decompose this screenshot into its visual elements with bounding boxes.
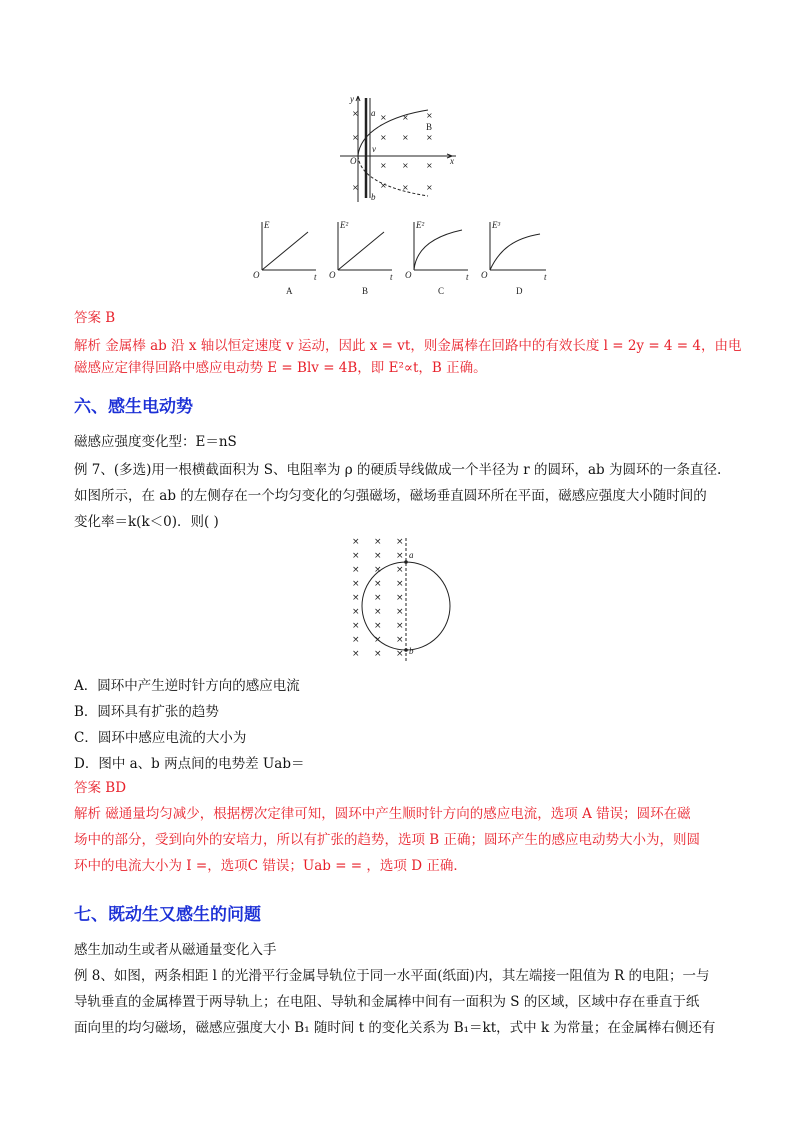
graph-a-caption: A (286, 286, 293, 296)
section7-title: 七、既动生又感生的问题 (74, 905, 261, 925)
example7-line1: 例 7、(多选)用一根横截面积为 S、电阻率为 ρ 的硬质导线做成一个半径为 r 的圆环，ab 为圆环的一条直径. (74, 462, 722, 478)
axis-x-label: x (450, 156, 454, 166)
graph-options (250, 218, 570, 298)
field-cross: × (374, 649, 382, 659)
ex7-analysis-line1: 解析 磁通量均匀减少，根据楞次定律可知，圆环中产生顺时针方向的感应电流，选项 A 错误；圆环在磁 (74, 806, 691, 822)
circle-field-figure (346, 532, 452, 664)
field-cross: × (396, 621, 404, 631)
graph-c-ylabel: E² (416, 220, 425, 230)
field-crosses (352, 109, 433, 192)
field-cross: × (374, 551, 382, 561)
field-cross: × (396, 565, 404, 575)
field-cross: × (352, 579, 360, 589)
option-d: D．图中 a、b 两点间的电势差 Uab＝ (74, 756, 305, 772)
svg-text:×: × (352, 133, 359, 142)
option-c: C．圆环中感应电流的大小为 (74, 730, 247, 746)
graph-a-origin: O (253, 270, 260, 280)
field-cross: × (374, 537, 382, 547)
svg-text:×: × (380, 161, 387, 170)
field-cross: × (396, 607, 404, 617)
field-cross: × (352, 607, 360, 617)
graphs-svg (250, 218, 570, 298)
svg-text:×: × (426, 111, 433, 120)
field-cross: × (396, 551, 404, 561)
field-cross: × (374, 635, 382, 645)
origin-label: O (350, 156, 357, 166)
field-cross: × (352, 537, 360, 547)
rod-label-b: b (371, 192, 376, 202)
ex7-analysis-line3: 环中的电流大小为 I =，选项C 错误；Uab = = ，选项 D 正确． (74, 858, 467, 874)
option-b: B．圆环具有扩张的趋势 (74, 704, 219, 720)
svg-text:×: × (426, 161, 433, 170)
svg-text:×: × (352, 109, 359, 118)
velocity-label: v (372, 144, 376, 154)
axis-y-label: y (350, 94, 354, 104)
svg-text:×: × (352, 183, 359, 192)
field-label-B: B (426, 122, 433, 132)
graph-d-caption: D (516, 286, 523, 296)
rod-label-a: a (371, 108, 376, 118)
field-cross: × (352, 649, 360, 659)
q6-analysis-line2: 磁感应定律得回路中感应电动势 E = Blv = 4B，即 E²∝t，B 正确。 (74, 360, 487, 376)
graph-c-caption: C (438, 286, 445, 296)
field-cross: × (374, 593, 382, 603)
example8-line3: 面向里的均匀磁场，磁感应强度大小 B₁ 随时间 t 的变化关系为 B₁＝kt，式中 k 为常量；在金属棒右侧还有 (74, 1020, 716, 1036)
example7-line2: 如图所示，在 ab 的左侧存在一个均匀变化的匀强磁场，磁场垂直圆环所在平面，磁感应强度大小随时间的 (74, 488, 707, 504)
svg-text:×: × (402, 133, 409, 142)
graph-d-ylabel: E³ (492, 220, 501, 230)
svg-text:×: × (380, 181, 387, 190)
svg-text:×: × (380, 133, 387, 142)
graph-c-origin: O (405, 270, 412, 280)
field-cross: × (396, 635, 404, 645)
section6-subtitle: 磁感应强度变化型：E＝nS (74, 434, 237, 450)
field-cross: × (396, 579, 404, 589)
field-cross: × (352, 551, 360, 561)
field-cross: × (374, 621, 382, 631)
circle-label-a: a (409, 550, 414, 560)
field-cross: × (352, 565, 360, 575)
circle-field-crosses (352, 537, 404, 659)
field-cross: × (374, 607, 382, 617)
field-cross: × (374, 579, 382, 589)
graph-a-xlabel: t (314, 272, 317, 282)
graph-b-caption: B (362, 286, 369, 296)
svg-text:×: × (402, 113, 409, 122)
svg-text:×: × (380, 113, 387, 122)
circle-label-b: b (409, 646, 414, 656)
graph-b-xlabel: t (390, 272, 393, 282)
field-cross: × (396, 537, 404, 547)
example8-line2: 导轨垂直的金属棒置于两导轨上；在电阻、导轨和金属棒中间有一面积为 S 的区域，区域中存在垂直于纸 (74, 994, 700, 1010)
graph-b-ylabel: E² (340, 220, 349, 230)
graph-d-origin: O (481, 270, 488, 280)
svg-text:×: × (402, 161, 409, 170)
option-a: A．圆环中产生逆时针方向的感应电流 (74, 678, 300, 694)
graph-a-ylabel: E (264, 220, 270, 230)
section7-subtitle: 感生加动生或者从磁通量变化入手 (74, 942, 277, 958)
ex7-analysis-line2: 场中的部分，受到向外的安培力，所以有扩张的趋势，选项 B 正确；圆环产生的感应电动势大小为，则圆 (74, 832, 701, 848)
q6-analysis-line1: 解析 金属棒 ab 沿 x 轴以恒定速度 v 运动，因此 x = vt，则金属棒在回路中的有效长度 l = 2y = 4 = 4，由电 (74, 338, 742, 354)
field-cross: × (352, 593, 360, 603)
graph-b-origin: O (329, 270, 336, 280)
graph-c-xlabel: t (466, 272, 469, 282)
svg-text:×: × (426, 133, 433, 142)
graph-d-xlabel: t (544, 272, 547, 282)
example8-line1: 例 8、如图，两条相距 l 的光滑平行金属导轨位于同一水平面(纸面)内，其左端接一阻值为 R 的电阻；一与 (74, 968, 710, 984)
section6-title: 六、感生电动势 (74, 397, 193, 417)
q6-answer: 答案 B (74, 310, 116, 326)
parabola-field-figure (330, 92, 460, 204)
field-cross: × (396, 649, 404, 659)
ex7-answer: 答案 BD (74, 780, 127, 796)
field-cross: × (374, 565, 382, 575)
field-cross: × (396, 593, 404, 603)
example7-line3: 变化率＝k(k＜0)．则( ) (74, 514, 219, 530)
svg-text:×: × (402, 183, 409, 192)
field-cross: × (352, 621, 360, 631)
field-cross: × (352, 635, 360, 645)
svg-text:×: × (426, 183, 433, 192)
